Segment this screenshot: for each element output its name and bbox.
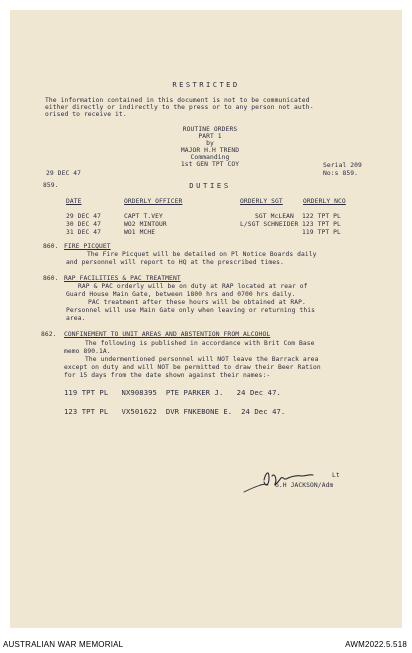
notice-line-3: orised to receive it. — [45, 111, 127, 118]
item-860a-number: 860. — [43, 243, 59, 250]
item-862-number: 862. — [41, 331, 57, 338]
serial-number: Serial 209 — [323, 162, 362, 169]
signatory-name: G.H JACKSON/Adm — [275, 482, 334, 489]
row1-officer: CAPT T.VEY — [124, 213, 163, 220]
confinement-entry-1: 119 TPT PL NX908395 PTE PARKER J. 24 Dec 47. — [64, 388, 281, 397]
col-date: DATE — [66, 198, 82, 205]
item-860b-heading: RAP FACILITIES & PAC TREATMENT — [64, 275, 181, 282]
footer-institution: AUSTRALIAN WAR MEMORIAL — [3, 640, 124, 649]
row2-officer: WO2 MINTOUR — [124, 221, 167, 228]
item-862-line-3: The undermentioned personnel will NOT leave the Barrack area — [85, 356, 319, 363]
title-routine-orders: ROUTINE ORDERS — [182, 126, 238, 133]
classification-heading: RESTRICTED — [172, 80, 240, 89]
row3-officer: WO1 MCHE — [124, 229, 156, 236]
row1-sgt: SGT McLEAN — [255, 213, 294, 220]
signatory-rank: Lt — [332, 472, 340, 479]
row2-date: 30 DEC 47 — [66, 221, 102, 228]
document-page — [10, 10, 402, 628]
title-commander: MAJOR H.H TREND — [180, 147, 240, 154]
item-860b-line-1: RAP & PAC orderly will be on duty at RAP located at rear of — [78, 283, 308, 290]
col-orderly-sgt: ORDERLY SGT — [240, 198, 283, 205]
item-860b-line-2: Guard House Main Gate, between 1800 hrs and 0700 hrs daily. — [66, 291, 296, 298]
notice-line-2: either directly or indirectly to the press or to any person not auth- — [45, 104, 314, 111]
title-unit: 1st GEN TPT COY — [180, 161, 240, 168]
order-date: 29 DEC 47 — [46, 170, 82, 177]
item-862-line-2: memo 890.1A. — [64, 348, 111, 355]
item-862-line-5: for 15 days from the date shown against their names:- — [64, 372, 271, 379]
confinement-entry-2: 123 TPT PL VX501622 DVR FNKEBONE E. 24 Dec 47. — [64, 407, 286, 416]
item-862-heading: CONFINEMENT TO UNIT AREAS AND ABSTENTION FROM ALCOHOL — [64, 331, 271, 338]
col-orderly-nco: ORDERLY NCO — [303, 198, 346, 205]
item-860b-line-3: PAC treatment after these hours will be obtained at RAP. — [88, 299, 306, 306]
item-860a-line-2: and personnel will report to HQ at the prescribed times. — [66, 259, 284, 266]
title-by: by — [206, 140, 214, 147]
col-orderly-officer: ORDERLY OFFICER — [124, 198, 183, 205]
row1-date: 29 DEC 47 — [66, 213, 102, 220]
title-commanding: Commanding — [190, 154, 230, 161]
footer-accession-number: AWM2022.5.518 — [345, 640, 407, 649]
item-860b-line-4: Personnel will use Main Gate only when leaving or returning this — [66, 307, 316, 314]
archive-footer — [0, 637, 412, 653]
row2-sgt: L/SGT SCHNEIDER — [240, 221, 299, 228]
notice-line-1: The information contained in this document is not to be communicated — [45, 97, 310, 104]
item-862-line-1: The following is published in accordance with Brit Com Base — [85, 340, 315, 347]
item-860b-line-5: area. — [66, 315, 86, 322]
item-860a-heading: FIRE PICQUET — [64, 243, 111, 250]
row3-date: 31 DEC 47 — [66, 229, 102, 236]
item-860a-line-1: The Fire Picquet will be detailed on Pl Notice Boards daily — [87, 251, 317, 258]
title-part: PART 1 — [198, 133, 222, 140]
order-numbers: No:s 859. — [323, 170, 359, 177]
row1-nco: 122 TPT PL — [302, 213, 341, 220]
row3-nco: 119 TPT PL — [302, 229, 341, 236]
item-860b-number: 860. — [43, 275, 59, 282]
duties-number: 859. — [43, 182, 59, 189]
row2-nco: 123 TPT PL — [302, 221, 341, 228]
duties-heading: DUTIES — [189, 181, 231, 190]
item-862-line-4: except on duty and will NOT be permitted to draw their Beer Ration — [64, 364, 321, 371]
